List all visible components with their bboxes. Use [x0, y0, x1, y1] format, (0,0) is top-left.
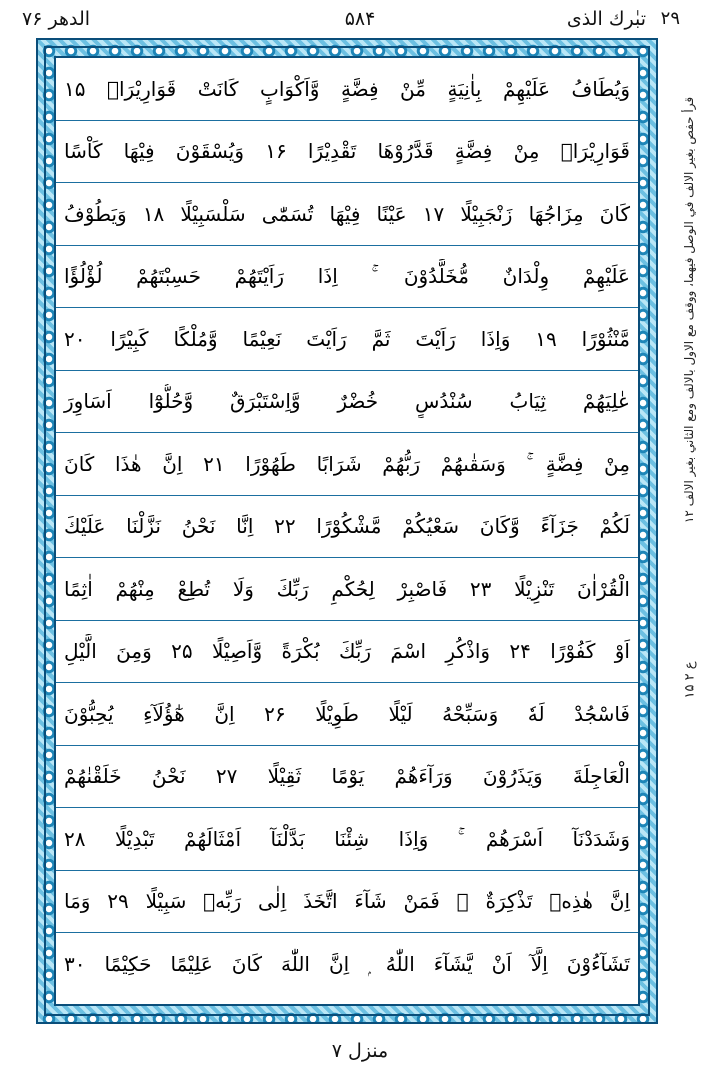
text-line: [56, 558, 638, 621]
verse-text: اِنَّ هٰذِهٖ تَذْكِرَةٌ ۚ فَمَنْ شَآءَ اتَّخَذَ اِلٰى رَبِّهٖ سَبِيْلًا ۲۹ وَمَا: [64, 889, 630, 914]
verse-text: لَكُمْ جَزَآءً وَّكَانَ سَعْيُكُمْ مَّشْكُوْرًا ۲۲ اِنَّا نَحْنُ نَزَّلْنَا عَلَيْكَ: [64, 514, 630, 539]
verse-text: وَيُطَافُ عَلَيْهِمْ بِاٰنِيَةٍ مِّنْ فِضَّةٍ وَّاَكْوَابٍ كَانَتْ قَوَارِيْرَا۠ ۱۵: [64, 76, 630, 101]
text-panel: [54, 56, 640, 1006]
verse-text: الْعَاجِلَةَ وَيَذَرُوْنَ وَرَآءَهُمْ يَوْمًا ثَقِيْلًا ۲۷ نَحْنُ خَلَقْنٰهُمْ: [64, 764, 630, 789]
text-line: [56, 183, 638, 246]
text-line: [56, 746, 638, 809]
text-line: [56, 121, 638, 184]
margin-note: [664, 60, 714, 560]
text-line: [56, 808, 638, 871]
text-line: [56, 496, 638, 559]
text-line: [56, 58, 638, 121]
juz-number: ۲۹: [660, 8, 680, 29]
verse-text: تَشَآءُوْنَ اِلَّآ اَنْ يَّشَآءَ اللّٰهُ ۭ اِنَّ اللّٰهَ كَانَ عَلِيْمًا حَكِيْمًا ۳۰: [64, 952, 630, 977]
page-number: ۵۸۴: [344, 8, 376, 30]
manzil-footer: منزل ۷: [331, 1040, 389, 1062]
verse-text: اَوْ كَفُوْرًا ۲۴ وَاذْكُرِ اسْمَ رَبِّكَ بُكْرَةً وَّاَصِيْلًا ۲۵ وَمِنَ الَّيْلِ: [64, 639, 630, 664]
text-line: [56, 683, 638, 746]
margin-note-text: قرأ حفص بغير الالف في الوصل فيهما، ووقف مع الاول بالالف ومع الثاني بغير الالف ۱۲: [682, 96, 696, 524]
text-line: [56, 246, 638, 309]
verse-text: فَاسْجُدْ لَهٗ وَسَبِّحْهُ لَيْلًا طَوِيْلًا ۲۶ اِنَّ هٰٓؤُلَآءِ يُحِبُّوْنَ: [64, 701, 630, 726]
text-line: [56, 308, 638, 371]
ruku-marker: [668, 630, 712, 730]
text-line: [56, 871, 638, 934]
juz-name: تبٰرك الذی: [566, 8, 646, 30]
surah-name: الدھر ۷۶: [22, 8, 91, 30]
ruku-marker-text: ع ۲ ۱۵: [682, 661, 698, 699]
page-header: [0, 0, 720, 40]
text-line: [56, 371, 638, 434]
verse-text: قَوَارِيْرَا۟ مِنْ فِضَّةٍ قَدَّرُوْهَا تَقْدِيْرًا ۱۶ وَيُسْقَوْنَ فِيْهَا كَاْسًا: [64, 139, 630, 164]
verse-text: وَشَدَدْنَآ اَسْرَهُمْ ۚ وَاِذَا شِئْنَا بَدَّلْنَآ اَمْثَالَهُمْ تَبْدِيْلًا ۲۸: [64, 826, 630, 851]
text-line: [56, 621, 638, 684]
text-line: [56, 433, 638, 496]
verse-text: عَلَيْهِمْ وِلْدَانٌ مُّخَلَّدُوْنَ ۚ اِذَا رَاَيْتَهُمْ حَسِبْتَهُمْ لُؤْلُؤًا: [64, 264, 630, 289]
verse-text: الْقُرْاٰنَ تَنْزِيْلًا ۲۳ فَاصْبِرْ لِحُكْمِ رَبِّكَ وَلَا تُطِعْ مِنْهُمْ اٰثِمًا: [64, 576, 630, 601]
verse-text: مِنْ فِضَّةٍ ۚ وَسَقٰىهُمْ رَبُّهُمْ شَرَابًا طَهُوْرًا ۲۱ اِنَّ هٰذَا كَانَ: [64, 451, 630, 476]
verse-text: كَانَ مِزَاجُهَا زَنْجَبِيْلًا ۱۷ عَيْنًا فِيْهَا تُسَمّٰى سَلْسَبِيْلًا ۱۸ وَيَطُوْفُ: [64, 201, 630, 226]
verse-text: عٰلِيَهُمْ ثِيَابُ سُنْدُسٍ خُضْرٌ وَّاِسْتَبْرَقٌ وَّحُلُّوْٓا اَسَاوِرَ: [64, 389, 630, 414]
verse-text: مَّنْثُوْرًا ۱۹ وَاِذَا رَاَيْتَ ثَمَّ رَاَيْتَ نَعِيْمًا وَّمُلْكًا كَبِيْرًا ۲۰: [64, 326, 630, 351]
decorative-border-frame: [36, 38, 658, 1024]
text-line: [56, 933, 638, 996]
